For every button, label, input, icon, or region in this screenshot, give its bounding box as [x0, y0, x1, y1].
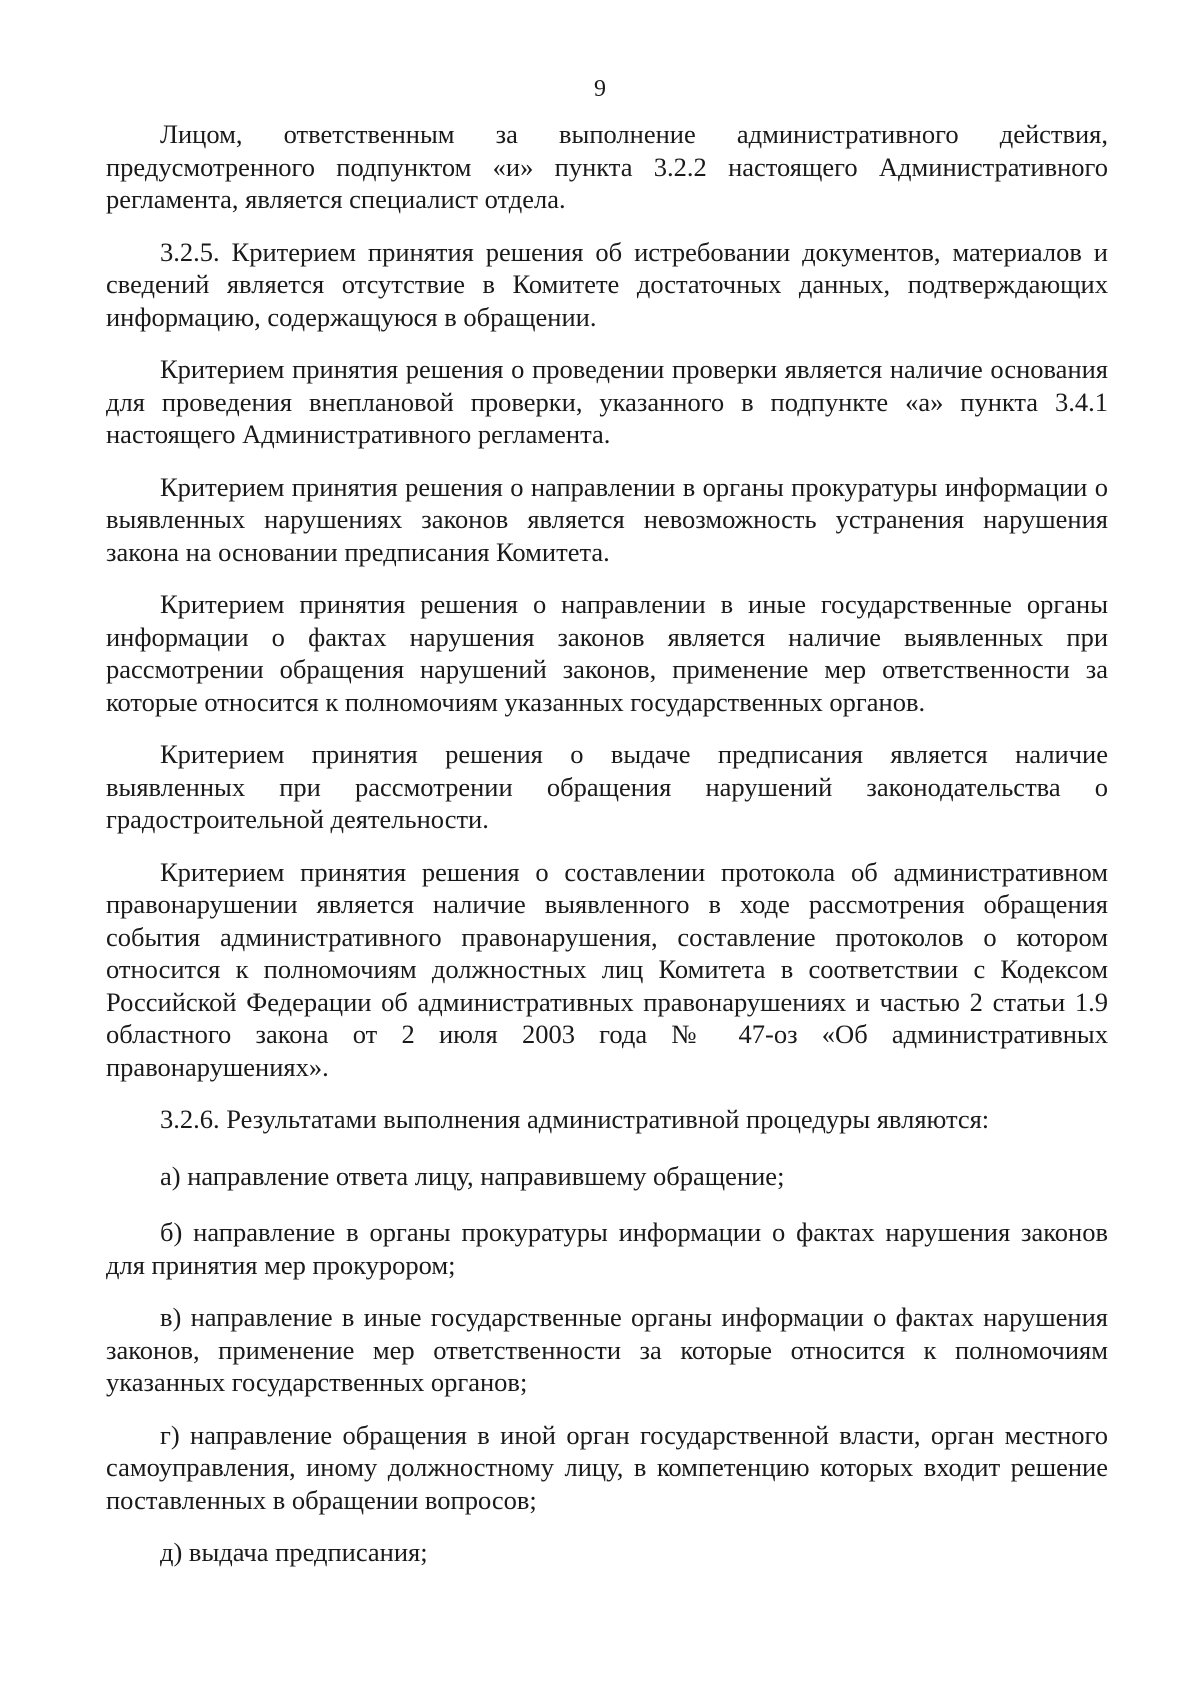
- page-number: 9: [594, 76, 606, 102]
- paragraph-3-2-6: 3.2.6. Результатами выполнения административной процедуры являются:: [160, 1104, 990, 1134]
- list-item-a: а) направление ответа лицу, направившему обращение;: [160, 1160, 785, 1191]
- paragraph-3-2-5: 3.2.5. Критерием принятия решения об истребовании документов, материалов и сведений является отсутствие в Комитете достаточных данных, подтверждающих информацию, содержащуюся в обращении.: [106, 236, 1108, 332]
- paragraph-criterion-state-bodies: Критерием принятия решения о направлении в иные государственные органы информации о фактах нарушения законов является наличие выявленных при рассмотрении обращения нарушений законов, применение мер ответственности за которые относится к полномочиям указанных государственных органов.: [106, 589, 1108, 717]
- paragraph-criterion-inspection: Критерием принятия решения о проведении проверки является наличие основания для проведения внеплановой проверки, указанного в подпункте «а» пункта 3.4.1 настоящего Административного регламента.: [106, 354, 1108, 449]
- paragraph-criterion-prescription: Критерием принятия решения о выдаче предписания является наличие выявленных при рассмотрении обращения нарушений законодательства о градостроительной деятельности.: [106, 739, 1108, 834]
- paragraph-responsible-person: Лицом, ответственным за выполнение административного действия, предусмотренного подпунктом «и» пункта 3.2.2 настоящего Административного регламента, является специалист отдела.: [106, 119, 1108, 214]
- list-item-g: г) направление обращения в иной орган государственной власти, орган местного самоуправления, иному должностному лицу, в компетенцию которых входит решение поставленных в обращении вопросов;: [106, 1419, 1108, 1515]
- paragraph-criterion-prosecutor: Критерием принятия решения о направлении в органы прокуратуры информации о выявленных нарушениях законов является невозможность устранения нарушения закона на основании предписания Комитета.: [106, 471, 1108, 567]
- document-body: [106, 118, 1108, 1589]
- list-item-d: д) выдача предписания;: [160, 1537, 428, 1567]
- list-item-v: в) направление в иные государственные органы информации о фактах нарушения законов, применение мер ответственности за которые относится к полномочиям указанных государственных органов;: [106, 1302, 1108, 1397]
- list-item-b: б) направление в органы прокуратуры информации о фактах нарушения законов для принятия мер прокурором;: [106, 1217, 1108, 1280]
- paragraph-criterion-protocol: Критерием принятия решения о составлении протокола об административном правонарушении является наличие выявленного в ходе рассмотрения обращения события административного правонарушения, составление протоколов о котором относится к полномочиям должностных лиц Комитета в соответствии с Кодексом Российской Федерации об административных правонарушениях и частью 2 статьи 1.9 областного закона от 2 июля 2003 года № 47-оз «Об административных правонарушениях».: [106, 856, 1108, 1082]
